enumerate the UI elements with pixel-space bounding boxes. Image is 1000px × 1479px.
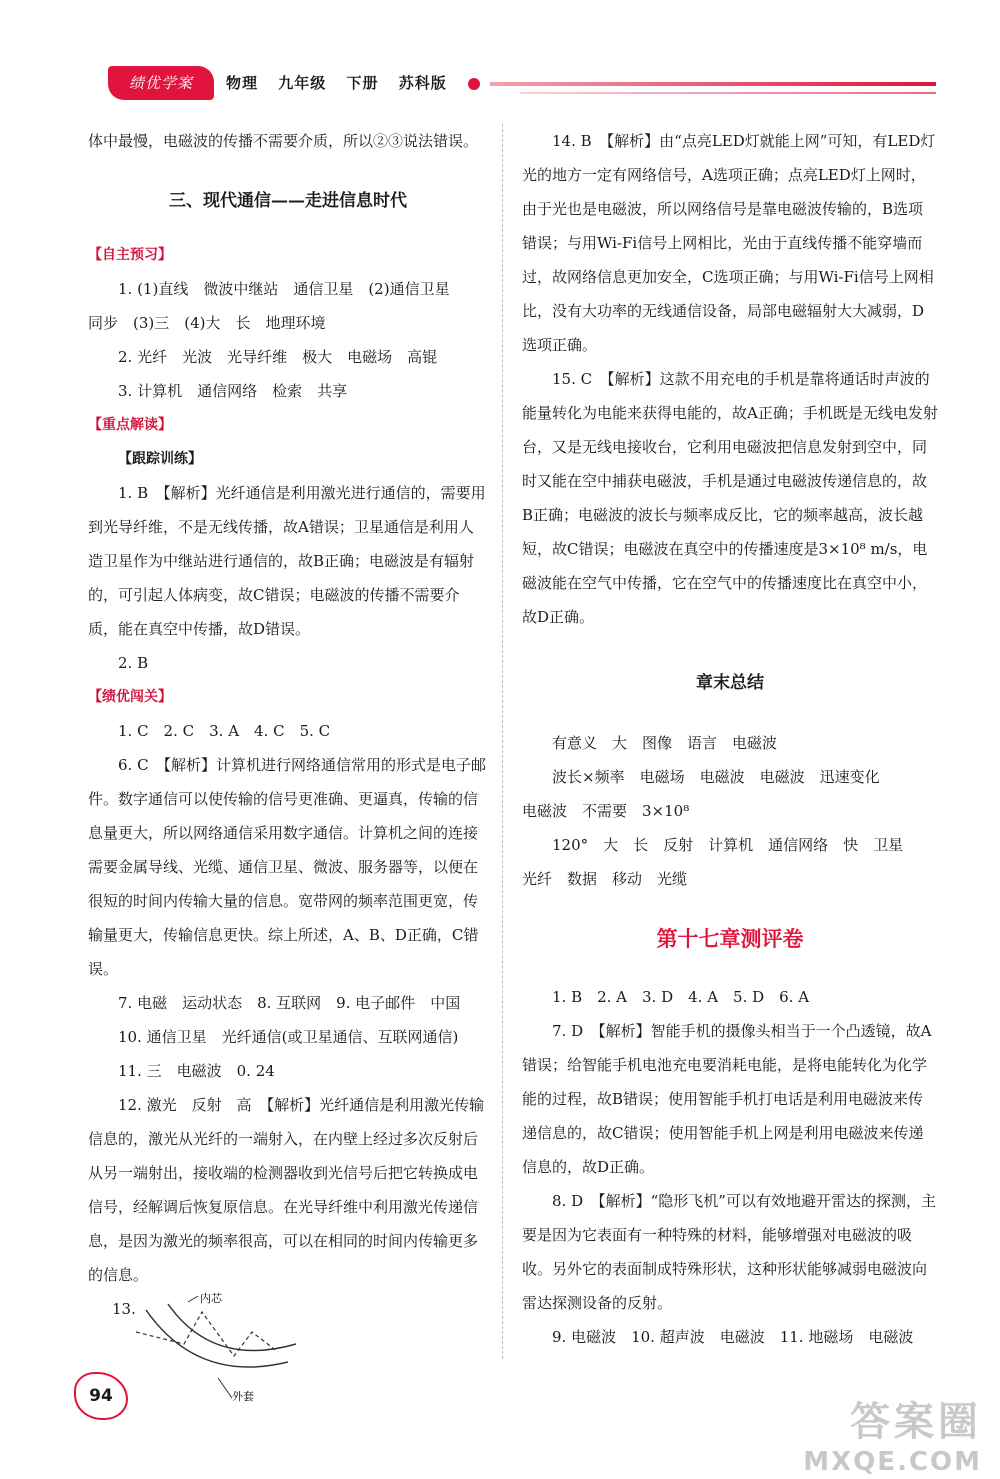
- tag-key-points: 【重点解读】: [88, 417, 172, 433]
- edition-label: 苏科版: [398, 74, 447, 92]
- chapter-test-title: 第十七章测评卷: [656, 926, 804, 951]
- summary-line-5: 光纤 数据 移动 光缆: [522, 870, 688, 888]
- page-header: [0, 0, 1000, 120]
- test-answer-7: 7. D 【解析】智能手机的摄像头相当于一个凸透镜，故A错误；给智能手机电池充电要消耗电能，是将电能转化为化学能的过程，故B错误；使用智能手机打电话是利用电磁波来传递信息的，故C错误；使用智能手机上网是利用电磁波来传递信息的，故D正确。: [522, 1022, 932, 1176]
- summary-line-2: 波长×频率 电磁场 电磁波 电磁波 迅速变化: [552, 768, 880, 786]
- test-answers-1-6: 1. B 2. A 3. D 4. A 5. D 6. A: [552, 988, 810, 1006]
- challenge-answer-15: 15. C 【解析】这款不用充电的手机是靠将通话时声波的能量转化为电能来获得电能的，故A正确；手机既是无线电发射台，又是无线电接收台，它利用电磁波把信息发射到空中，同时又能在空中捕获电磁波，手机是通过电磁波传递信息的，故B正确；电磁波的波长与频率成反比，它的频率越高，波长越短，故C错误；电磁波在真空中的传播速度是3×10⁸ m/s，电磁波能在空气中传播，它在空气中的传播速度比在真空中小，故D正确。: [522, 370, 938, 626]
- watermark-logo: [803, 1390, 982, 1477]
- challenge-answers-7-9: 7. 电磁 运动状态 8. 互联网 9. 电子邮件 中国: [118, 994, 461, 1012]
- header-dot-icon: [468, 78, 480, 90]
- watermark-line-2: MXQE.COM: [803, 1447, 982, 1477]
- grade-label: 九年级: [278, 74, 327, 92]
- question-13-label: 13.: [112, 1300, 136, 1318]
- preview-answer-3: 3. 计算机 通信网络 检索 共享: [118, 382, 348, 400]
- tag-preview: 【自主预习】: [88, 247, 172, 263]
- fig-outer-label: 外套: [232, 1390, 254, 1402]
- section-title: 三、现代通信——走进信息时代: [169, 191, 407, 211]
- challenge-answer-14: 14. B 【解析】由“点亮LED灯就能上网”可知，有LED灯光的地方一定有网络信号，A选项正确；点亮LED灯上网时，由于光也是电磁波，所以网络信号是靠电磁波传输的，B选项错误；与用Wi-Fi信号上网相比，光由于直线传播不能穿墙而过，故网络信息更加安全，C选项正确；与用Wi-Fi信号上网相比，没有大功率的无线通信设备，局部电磁辐射大大减弱，D选项正确。: [522, 132, 936, 354]
- optical-fiber-diagram: [128, 1292, 328, 1402]
- challenge-answer-11: 11. 三 电磁波 0. 24: [118, 1062, 275, 1080]
- subject-label: 物理: [226, 74, 259, 92]
- book-info: [226, 72, 461, 93]
- subheading-training: 【跟踪训练】: [118, 451, 202, 467]
- summary-line-3: 电磁波 不需要 3×10⁸: [522, 802, 690, 820]
- challenge-answer-6: 6. C 【解析】计算机进行网络通信常用的形式是电子邮件。数字通信可以使传输的信号更准确、更逼真，传输的信息量更大，所以网络通信采用数字通信。计算机之间的连接需要金属导线、光缆、通信卫星、微波、服务器等，以便在很短的时间内传输大量的信息。宽带网的频率范围更宽，传输量更大，传输信息更快。综上所述，A、B、D正确，C错误。: [88, 756, 487, 978]
- series-badge: 绩优学案: [108, 66, 214, 100]
- training-answer-2: 2. B: [118, 654, 149, 672]
- chapter-summary-title: 章末总结: [696, 673, 764, 693]
- page-number: 94: [74, 1372, 128, 1420]
- summary-line-1: 有意义 大 图像 语言 电磁波: [552, 734, 778, 752]
- column-divider: [502, 124, 503, 1359]
- watermark-line-1: 答案圈: [850, 1399, 982, 1445]
- chapter-summary: [522, 726, 938, 896]
- summary-line-4: 120° 大 长 反射 计算机 通信网络 快 卫星: [552, 836, 904, 854]
- test-answers-9-11: 9. 电磁波 10. 超声波 电磁波 11. 地磁场 电磁波: [552, 1328, 914, 1346]
- volume-label: 下册: [346, 74, 379, 92]
- preview-answer-2: 2. 光纤 光波 光导纤维 极大 电磁场 高锟: [118, 348, 438, 366]
- continued-text: 体中最慢，电磁波的传播不需要介质，所以②③说法错误。: [88, 132, 479, 150]
- right-column: [522, 124, 938, 1354]
- training-answer-1: 1. B 【解析】光纤通信是利用激光进行通信的，需要用到光导纤维，不是无线传播，故A错误；卫星通信是利用人造卫星作为中继站进行通信的，故B正确；电磁波是有辐射的，可引起人体病变，故C错误；电磁波的传播不需要介质，能在真空中传播，故D错误。: [88, 484, 486, 638]
- challenge-answer-12: 12. 激光 反射 高 【解析】光纤通信是利用激光传输信息的，激光从光纤的一端射入，在内壁上经过多次反射后从另一端射出，接收端的检测器收到光信号后把它转换成电信号，经解调后恢复原信息。在光导纤维中利用激光传递信息，是因为激光的频率很高，可以在相同的时间内传输更多的信息。: [88, 1096, 485, 1284]
- test-answer-8: 8. D 【解析】“隐形飞机”可以有效地避开雷达的探测，主要是因为它表面有一种特殊的材料，能够增强对电磁波的吸收。另外它的表面制成特殊形状，这种形状能够减弱电磁波向雷达探测设备的反射。: [522, 1192, 936, 1312]
- header-rule: [490, 82, 936, 86]
- tag-challenge: 【绩优闯关】: [88, 689, 172, 705]
- fig-inner-label: 内芯: [200, 1292, 222, 1305]
- left-column: [88, 124, 488, 1402]
- fiber-figure: [88, 1292, 488, 1402]
- header-rule-thin: [520, 92, 936, 94]
- preview-answer-1b: 同步 (3)三 (4)大 长 地理环境: [88, 314, 326, 332]
- preview-answer-1a: 1. (1)直线 微波中继站 通信卫星 (2)通信卫星: [118, 280, 450, 298]
- challenge-answer-10: 10. 通信卫星 光纤通信(或卫星通信、互联网通信): [118, 1028, 459, 1046]
- challenge-answers-1-5: 1. C 2. C 3. A 4. C 5. C: [118, 722, 331, 740]
